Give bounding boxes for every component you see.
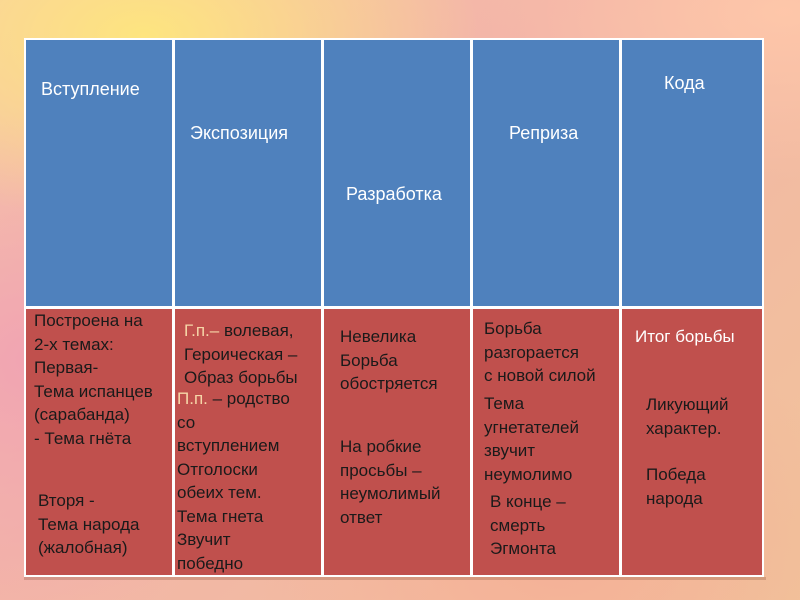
cell-exposition (175, 309, 321, 575)
development-text-2: На робкие просьбы – неумолимый ответ (340, 437, 441, 527)
cell-intro (26, 309, 172, 575)
intro-text-1: Построена на 2-х темах: Первая- Тема испанцев (сарабанда) - Тема гнёта (34, 311, 153, 448)
header-cell-exposition (175, 40, 321, 306)
coda-text-3: Победа народа (646, 465, 706, 508)
header-exposition: Экспозиция (190, 123, 288, 143)
coda-text-2: Ликующий характер. (646, 395, 729, 438)
header-coda: Кода (664, 73, 705, 93)
side-theme-label: П.п. (177, 389, 208, 408)
header-cell-development (324, 40, 470, 306)
table-shadow (24, 577, 766, 580)
cell-development (324, 309, 470, 575)
intro-text-2: Вторя - Тема народа (жалобная) (38, 491, 140, 557)
recap-text-3: В конце – смерть Эгмонта (490, 492, 566, 558)
header-cell-coda (622, 40, 762, 306)
header-recap: Реприза (509, 123, 579, 143)
header-cell-intro (26, 40, 172, 306)
main-theme-label: Г.п.– (184, 321, 220, 340)
exposition-main-theme: Г.п.– волевая, Героическая – Образ борьбы (184, 321, 298, 387)
recap-text-1: Борьба разгорается с новой силой (484, 319, 596, 385)
form-table (24, 38, 764, 577)
coda-text-1: Итог борьбы (635, 327, 735, 346)
recap-text-2: Тема угнетателей звучит неумолимо (484, 394, 580, 484)
exposition-side-theme: П.п. – родство со вступлением Отголоски обеих тем. Тема гнета Звучит победно (177, 389, 290, 573)
cell-recap (473, 309, 619, 575)
development-text-1: Невелика Борьба обостряется (340, 327, 438, 393)
header-intro: Вступление (41, 79, 140, 99)
header-development: Разработка (346, 184, 442, 204)
cell-coda (622, 309, 762, 575)
header-cell-recap (473, 40, 619, 306)
